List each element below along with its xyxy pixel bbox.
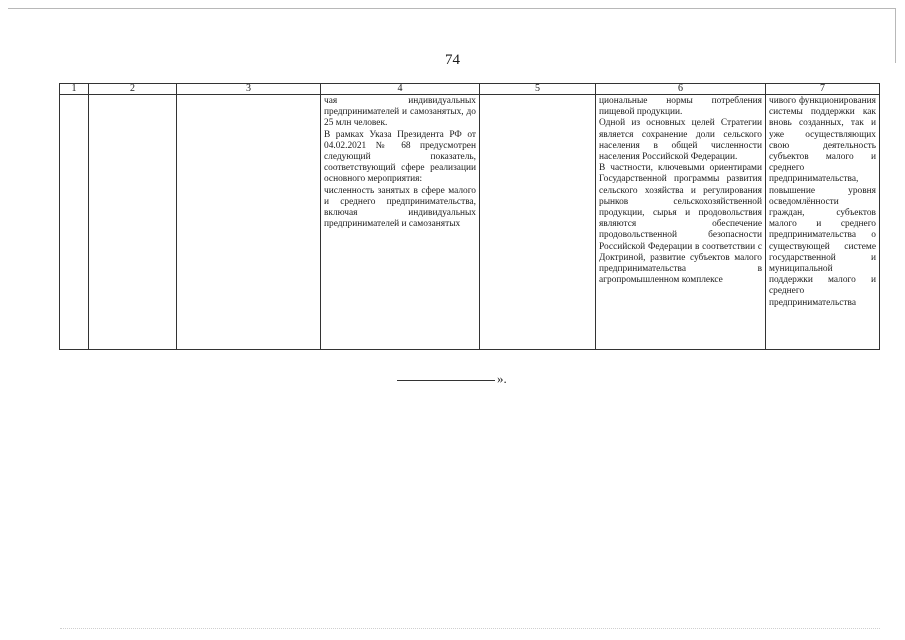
table-row	[60, 95, 880, 350]
cell-col-5	[480, 95, 596, 350]
cell-col-6	[596, 95, 766, 350]
column-header-2: 2	[89, 84, 177, 95]
column-header-6: 6	[596, 84, 766, 95]
column-header-1: 1	[60, 84, 89, 95]
cell-col-4-text: чая индивидуальных предпринимателей и самозанятых, до 25 млн человек. В рамках Указа Президента РФ от 04.02.2021 № 68 предусмотрен следующий показатель, соответствующий сфере реализации основного мероприятия: численность занятых в сфере малого и среднего предпринимательства, включая индивидуальных предпринимателей и самозанятых	[324, 96, 476, 230]
cell-col-2	[89, 95, 177, 350]
cell-col-6-text: циональные нормы потребления пищевой продукции. Одной из основных целей Стратегии является сохранение доли сельского населения в общей численности населения Российской Федерации. В частности, ключевыми ориентирами Государственной программы развития сельского хозяйства и регулирования рынков сельскохозяйственной продукции, сырья и продовольствия являются обеспечение продовольственной безопасности Российской Федерации в соответствии с Доктриной, развитие субъектов малого предпринимательства в агропромышленном комплексе	[599, 96, 762, 286]
table-header-row	[60, 84, 880, 95]
cell-col-3	[177, 95, 321, 350]
closing-line	[397, 371, 507, 387]
cell-col-4	[321, 95, 480, 350]
column-header-3: 3	[177, 84, 321, 95]
cell-col-7	[766, 95, 880, 350]
page-number: 74	[445, 52, 460, 68]
closing-rule	[397, 380, 495, 381]
column-header-7: 7	[766, 84, 880, 95]
cell-col-7-text: чивого функционирования системы поддержки как вновь созданных, так и уже осуществляющих свою деятельность субъектов малого и среднего предпринимательства, повышение уровня осведомлённости граждан, субъектов малого и среднего предпринимательства о существующей системе государственной и муниципальной поддержки малого и среднего предпринимательства	[769, 96, 876, 308]
cell-col-1	[60, 95, 89, 350]
column-header-5: 5	[480, 84, 596, 95]
column-header-4: 4	[321, 84, 480, 95]
scan-border-top	[8, 8, 896, 9]
document-table	[59, 83, 880, 350]
scan-noise-bottom	[60, 628, 880, 630]
closing-quote-mark: ».	[497, 371, 507, 386]
